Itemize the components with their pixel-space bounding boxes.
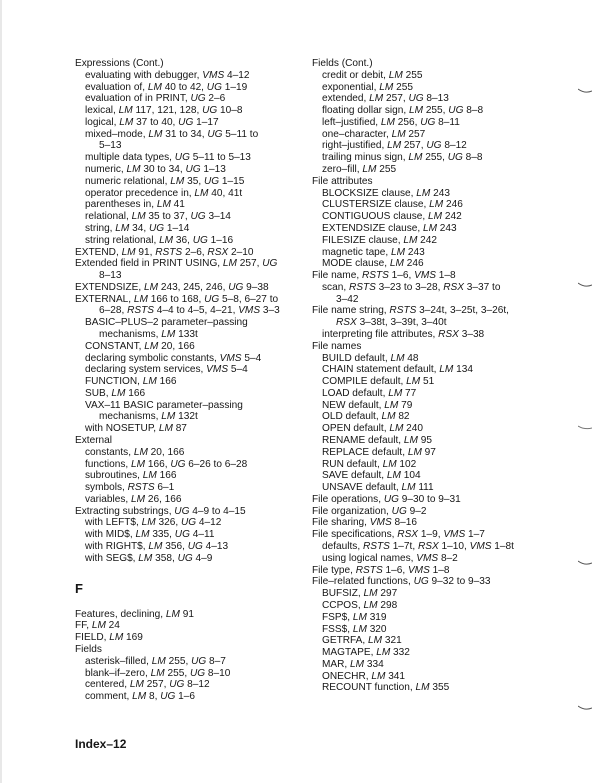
index-entry: File operations, UG 9–30 to 9–31 [312, 493, 461, 505]
index-subentry: with MID$, LM 335, UG 4–11 [85, 529, 215, 541]
index-subentry: evaluation of in PRINT, UG 2–6 [85, 93, 226, 105]
index-subentry: mechanisms, LM 133t [99, 328, 198, 340]
index-subentry: LOAD default, LM 77 [322, 387, 417, 399]
index-subentry: SUB, LM 166 [85, 387, 146, 399]
index-subentry: symbols, RSTS 6–1 [85, 482, 175, 494]
index-subentry: scan, RSTS 3–23 to 3–28, RSX 3–37 to [322, 281, 501, 293]
index-subentry: mechanisms, LM 132t [99, 411, 198, 423]
index-subentry: 5–13 [99, 140, 122, 152]
index-subentry: declaring symbolic constants, VMS 5–4 [85, 352, 262, 364]
index-subentry: magnetic tape, LM 243 [322, 246, 425, 258]
index-subentry: CHAIN statement default, LM 134 [322, 364, 473, 376]
index-subentry: lexical, LM 117, 121, 128, UG 10–8 [85, 105, 243, 117]
index-entry: File name string, RSTS 3–24t, 3–25t, 3–26t, [312, 305, 509, 317]
letter-heading: F [75, 580, 83, 596]
index-subentry: OPEN default, LM 240 [322, 423, 424, 435]
index-entry: FF, LM 24 [75, 620, 120, 632]
index-subentry: one–character, LM 257 [322, 128, 426, 140]
index-subentry: OLD default, LM 82 [322, 411, 410, 423]
index-subentry: using logical names, VMS 8–2 [322, 552, 458, 564]
index-entry: Fields [75, 643, 102, 655]
index-subentry: NEW default, LM 79 [322, 399, 413, 411]
left-entry-list-after [75, 609, 305, 703]
index-entry: File type, RSTS 1–6, VMS 1–8 [312, 564, 450, 576]
index-entry: File–related functions, UG 9–32 to 9–33 [312, 576, 491, 588]
index-subentry: 3–42 [336, 293, 359, 305]
index-subentry: REPLACE default, LM 97 [322, 446, 436, 458]
index-subentry: defaults, RSTS 1–7t, RSX 1–10, VMS 1–8t [322, 541, 514, 553]
index-subentry: with NOSETUP, LM 87 [85, 423, 187, 435]
index-entry: EXTEND, LM 91, RSTS 2–6, RSX 2–10 [75, 246, 254, 258]
index-entry: File sharing, VMS 8–16 [312, 517, 417, 529]
index-subentry: centered, LM 257, UG 8–12 [85, 679, 210, 691]
index-subentry: string, LM 34, UG 1–14 [85, 222, 190, 234]
index-subentry: declaring system services, VMS 5–4 [85, 364, 248, 376]
index-subentry: CCPOS, LM 298 [322, 599, 398, 611]
index-subentry: trailing minus sign, LM 255, UG 8–8 [322, 152, 483, 164]
index-subentry: with LEFT$, LM 326, UG 4–12 [85, 517, 222, 529]
index-subentry: with SEG$, LM 358, UG 4–9 [85, 552, 213, 564]
index-subentry: exponential, LM 255 [322, 81, 413, 93]
page-edge-shadow [0, 0, 2, 783]
index-subentry: RENAME default, LM 95 [322, 435, 432, 446]
index-subentry: parentheses in, LM 41 [85, 199, 185, 211]
index-entry: File organization, UG 9–2 [312, 505, 427, 517]
index-subentry: RSX 3–38t, 3–39t, 3–40t [336, 317, 447, 329]
index-subentry: CONTIGUOUS clause, LM 242 [322, 211, 462, 223]
index-entry: File attributes [312, 175, 373, 187]
index-subentry: MAGTAPE, LM 332 [322, 647, 410, 659]
index-entry: Expressions (Cont.) [75, 58, 164, 69]
index-subentry: variables, LM 26, 166 [85, 493, 182, 505]
index-subentry: VAX–11 BASIC parameter–passing [85, 399, 243, 411]
index-subentry: logical, LM 37 to 40, UG 1–17 [85, 116, 219, 128]
index-entry: File specifications, RSX 1–9, VMS 1–7 [312, 529, 485, 541]
index-subentry: comment, LM 8, UG 1–6 [85, 691, 195, 703]
index-subentry: GETRFA, LM 321 [322, 635, 402, 647]
index-subentry: RUN default, LM 102 [322, 458, 417, 470]
index-subentry: SAVE default, LM 104 [322, 470, 421, 482]
page-number: Index–12 [75, 737, 127, 751]
index-subentry: BUFSIZ, LM 297 [322, 588, 398, 600]
index-subentry: 8–13 [99, 270, 122, 282]
margin-mark [578, 560, 592, 566]
index-subentry: BUILD default, LM 48 [322, 352, 419, 364]
index-entry: External [75, 435, 113, 446]
right-entry-list [312, 58, 572, 694]
index-subentry: COMPILE default, LM 51 [322, 376, 435, 388]
index-subentry: MAR, LM 334 [322, 658, 384, 670]
index-subentry: CONSTANT, LM 20, 166 [85, 340, 195, 352]
index-entry: EXTERNAL, LM 166 to 168, UG 5–8, 6–27 to [75, 293, 279, 305]
index-subentry: 6–28, RSTS 4–4 to 4–5, 4–21, VMS 3–3 [99, 305, 280, 317]
index-entry: Fields (Cont.) [312, 58, 373, 69]
index-subentry: constants, LM 20, 166 [85, 446, 185, 458]
margin-mark [578, 88, 592, 94]
index-subentry: BASIC–PLUS–2 parameter–passing [85, 317, 248, 329]
index-subentry: floating dollar sign, LM 255, UG 8–8 [322, 105, 484, 117]
index-subentry: evaluating with debugger, VMS 4–12 [85, 69, 250, 81]
index-column-left [75, 58, 305, 703]
index-subentry: string relational, LM 36, UG 1–16 [85, 234, 234, 246]
index-subentry: BLOCKSIZE clause, LM 243 [322, 187, 450, 199]
index-subentry: FSP$, LM 319 [322, 611, 387, 623]
margin-mark [578, 425, 592, 431]
index-subentry: subroutines, LM 166 [85, 470, 177, 482]
left-entry-list [75, 58, 305, 565]
index-subentry: EXTENDSIZE clause, LM 243 [322, 222, 457, 234]
index-subentry: operator precedence in, LM 40, 41t [85, 187, 243, 199]
margin-mark [578, 705, 592, 711]
index-subentry: mixed–mode, LM 31 to 34, UG 5–11 to [85, 128, 259, 140]
index-entry: EXTENDSIZE, LM 243, 245, 246, UG 9–38 [75, 281, 269, 293]
index-subentry: zero–fill, LM 255 [322, 164, 397, 176]
index-subentry: credit or debit, LM 255 [322, 69, 423, 81]
index-subentry: blank–if–zero, LM 255, UG 8–10 [85, 667, 231, 679]
index-subentry: MODE clause, LM 246 [322, 258, 424, 270]
index-subentry: ONECHR, LM 341 [322, 670, 406, 682]
index-subentry: extended, LM 257, UG 8–13 [322, 93, 449, 105]
index-entry: FIELD, LM 169 [75, 632, 143, 644]
index-entry: Extended field in PRINT USING, LM 257, UG [75, 258, 278, 270]
index-subentry: numeric relational, LM 35, UG 1–15 [85, 175, 245, 187]
index-entry: File name, RSTS 1–6, VMS 1–8 [312, 270, 456, 282]
index-subentry: asterisk–filled, LM 255, UG 8–7 [85, 655, 226, 667]
index-entry: Features, declining, LM 91 [75, 608, 194, 620]
index-column-right [312, 58, 572, 694]
index-subentry: numeric, LM 30 to 34, UG 1–13 [85, 164, 226, 176]
index-subentry: functions, LM 166, UG 6–26 to 6–28 [85, 458, 248, 470]
index-subentry: relational, LM 35 to 37, UG 3–14 [85, 211, 231, 223]
index-subentry: FILESIZE clause, LM 242 [322, 234, 438, 246]
index-subentry: right–justified, LM 257, UG 8–12 [322, 140, 467, 152]
index-subentry: FSS$, LM 320 [322, 623, 387, 635]
index-subentry: FUNCTION, LM 166 [85, 376, 177, 388]
index-subentry: multiple data types, UG 5–11 to 5–13 [85, 152, 251, 164]
index-subentry: CLUSTERSIZE clause, LM 246 [322, 199, 463, 211]
index-subentry: left–justified, LM 256, UG 8–11 [322, 116, 460, 128]
index-subentry: with RIGHT$, LM 356, UG 4–13 [85, 541, 229, 553]
index-subentry: interpreting file attributes, RSX 3–38 [322, 328, 485, 340]
index-entry: File names [312, 340, 362, 352]
margin-mark [578, 282, 592, 288]
index-entry: Extracting substrings, UG 4–9 to 4–15 [75, 505, 246, 517]
index-subentry: evaluation of, LM 40 to 42, UG 1–19 [85, 81, 248, 93]
index-subentry: RECOUNT function, LM 355 [322, 682, 450, 694]
index-subentry: UNSAVE default, LM 111 [322, 482, 434, 494]
